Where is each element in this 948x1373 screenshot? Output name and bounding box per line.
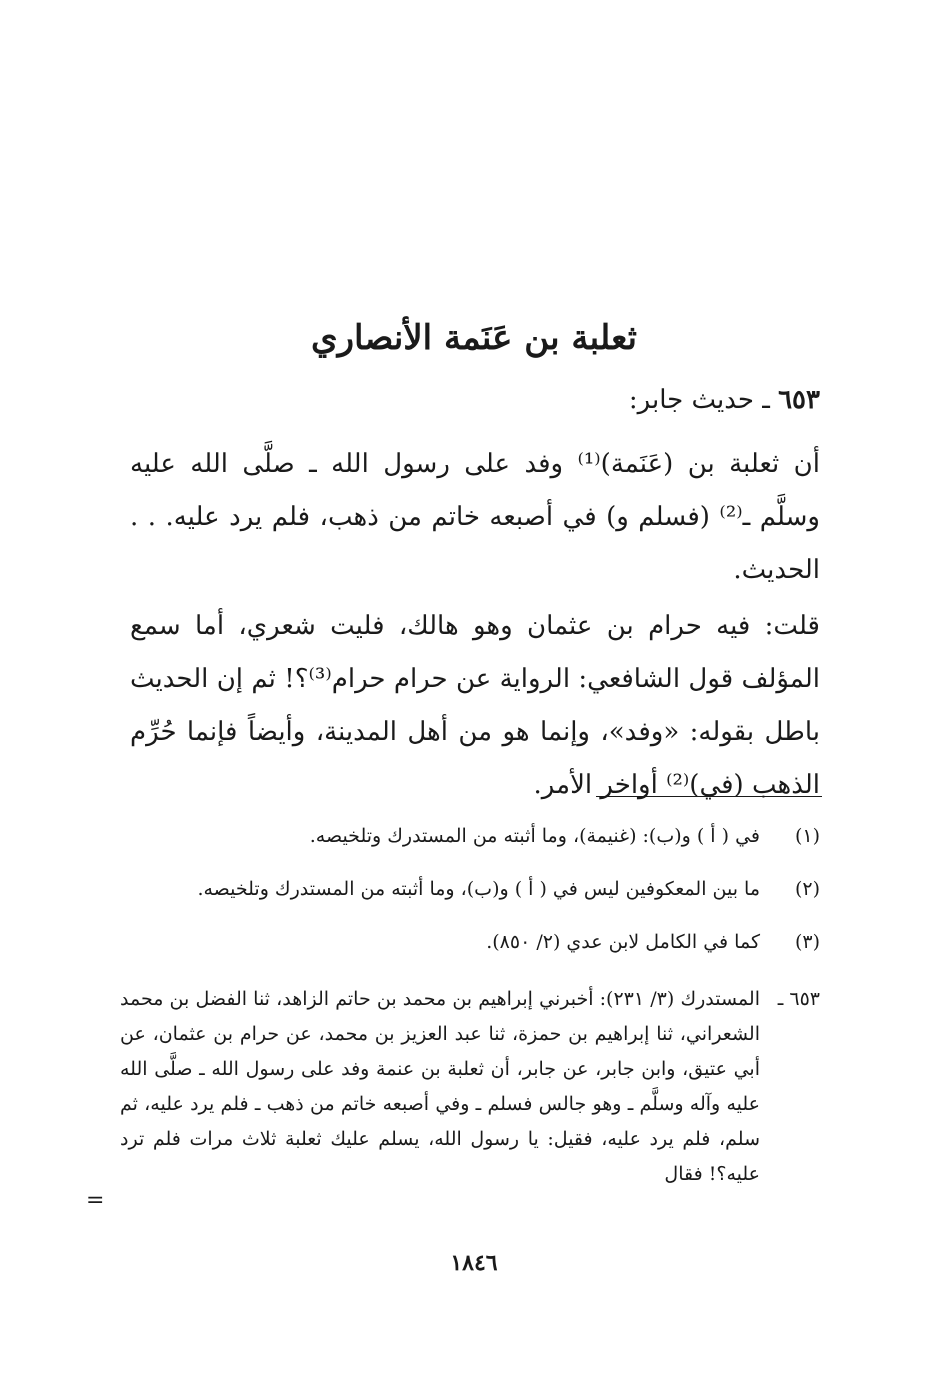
footnote-number: (٣) [794,931,820,953]
commentary-text: قلت: فيه حرام بن عثمان وهو هالك، فليت شعري، أما سمع المؤلف قول الشافعي: الرواية عن حرام حرام⁽³⁾؟! ثم إن الحديث باطل بقوله: «وفد»، وإنما هو من أهل المدينة، وأيضاً فإنما حُرِّم الذهب (في)⁽²⁾ أواخر الأمر. [130,611,820,800]
footnote-text: كما في الكامل لابن عدي (٢/ ٨٥٠). [486,931,760,953]
footnote-text: في ( أ ) و(ب): (غنيمة)، وما أثبته من المستدرك وتلخيصه. [309,825,760,847]
footnote-number: (١) [794,825,820,847]
section-title: ثعلبة بن عَنَمة الأنصاري [310,318,638,358]
source-note-number: ٦٥٣ ـ [777,988,820,1010]
footnote-text: ما بين المعكوفين ليس في ( أ ) و(ب)، وما أثبته من المستدرك وتلخيصه. [197,878,760,900]
hadith-heading [629,385,820,415]
source-note-text: المستدرك (٣/ ٢٣١): أخبرني إبراهيم بن محمد بن حاتم الزاهد، ثنا الفضل بن محمد الشعراني، ثنا إبراهيم بن حمزة، ثنا عبد العزيز بن محمد، عن حرام بن عثمان، عن أبي عتيق، وابن جابر، عن جابر، أن ثعلبة بن عنمة وفد على رسول الله ـ صلَّى الله عليه وآله وسلَّم ـ وهو جالس فسلم ـ وفي أصبعه خاتم من ذهب ـ فلم يرد عليه، ثم سلم، فلم يرد عليه، فقيل: يا رسول الله، يسلم عليك ثعلبة ثلاث مرات فلم ترد عليه؟! فقال [120,988,760,1185]
hadith-text: أن ثعلبة بن (عَنَمة)⁽¹⁾ وفد على رسول الله ـ صلَّى الله عليه وسلَّم ـ⁽²⁾ (فسلم و) في أصبعه خاتم من ذهب، فلم يرد عليه. . . الحديث. [130,449,820,585]
footnote [130,875,820,903]
hadith-number: ٦٥٣ [778,385,820,415]
footnote-number: (٢) [794,878,820,900]
footnote [130,822,820,850]
source-note [120,982,820,1192]
continuation-mark: = [86,1188,105,1213]
hadith-label: ـ حديث جابر: [628,385,770,415]
footnote-divider [596,796,822,797]
footnote [130,928,820,956]
page-number: ١٨٤٦ [450,1250,498,1276]
